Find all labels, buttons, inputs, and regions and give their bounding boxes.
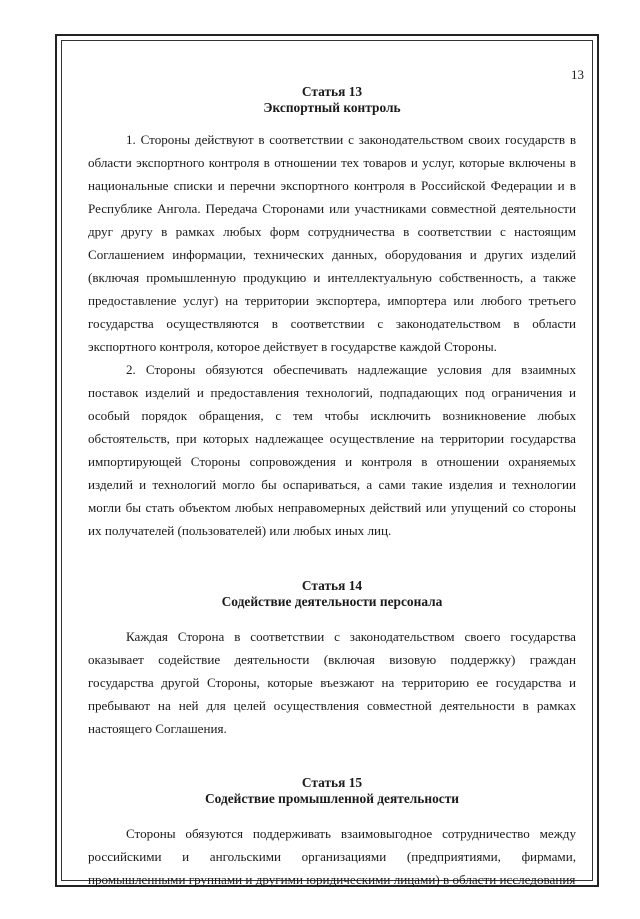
- article-heading: [88, 775, 576, 807]
- paragraph: Каждая Сторона в соответствии с законодательством своего государства оказывает содействие деятельности (включая визовую поддержку) граждан государства другой Стороны, которые въезжают на территорию ее государства и пребывают на ней для целей осуществления совместной деятельности в рамках настоящего Соглашения.: [88, 629, 576, 736]
- article-title: Содействие деятельности персонала: [221, 594, 443, 609]
- article-13: [88, 84, 576, 542]
- paragraph: Стороны обязуются поддерживать взаимовыгодное сотрудничество между российскими и ангольскими организациями (предприятиями, фирмами, промышленными группами и другими юридическими лицами) в области исследования: [88, 826, 576, 887]
- article-number: Статья 14: [301, 578, 363, 593]
- article-body: [88, 822, 576, 891]
- article-14: [88, 578, 576, 740]
- article-number: Статья 13: [301, 84, 363, 99]
- page-number: 13: [571, 67, 584, 82]
- article-heading: [88, 84, 576, 116]
- article-heading: [88, 578, 576, 610]
- paragraph: 2. Стороны обязуются обеспечивать надлежащие условия для взаимных поставок изделий и предоставления технологий, подпадающих под ограничения и особый порядок обращения, с тем чтобы исключить возникновение любых обстоятельств, при которых надлежащее осуществление на территории государства импортирующей Стороны сопровождения и контроля в отношении охраняемых изделий и технологий могло бы оспариваться, а сами такие изделия и технологии могли бы стать объектом любых неправомерных действий или упущений со стороны их получателей (пользователей) или любых иных лиц.: [88, 362, 576, 538]
- article-number: Статья 15: [301, 775, 363, 790]
- document-body: [88, 80, 576, 891]
- article-title: Содействие промышленной деятельности: [204, 791, 460, 806]
- article-body: [88, 128, 576, 542]
- article-15: [88, 775, 576, 891]
- article-title: Экспортный контроль: [263, 100, 401, 115]
- article-body: [88, 625, 576, 740]
- paragraph: 1. Стороны действуют в соответствии с законодательством своих государств в области экспортного контроля в отношении тех товаров и услуг, которые включены в национальные списки и перечни экспортного контроля в Российской Федерации и в Республике Ангола. Передача Сторонами или участниками совместной деятельности друг другу в рамках любых форм сотрудничества в соответствии с настоящим Соглашением информации, технических данных, оборудования и других изделий (включая промышленную продукцию и интеллектуальную собственность, а также предоставление услуг) на территории экспортера, импортера или любого третьего государства осуществляются в соответствии с законодательством в области экспортного контроля, которое действует в государстве каждой Стороны.: [88, 132, 576, 354]
